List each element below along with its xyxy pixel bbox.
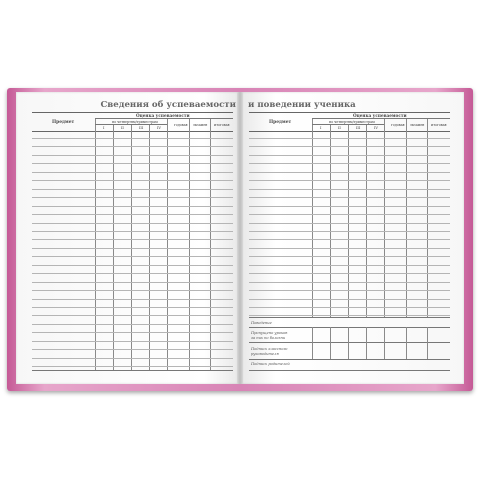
- period-header: по четвертям/триместрам: [329, 120, 375, 124]
- grades-table-left: [32, 112, 233, 370]
- footer-line: [249, 327, 450, 328]
- row-line: [249, 239, 450, 240]
- grades-table-right: [249, 112, 450, 370]
- book-spine: [237, 92, 243, 384]
- row-line: [32, 366, 233, 367]
- row-line: [32, 197, 233, 198]
- quarter-1: I: [320, 126, 322, 130]
- table-bottom-line: [32, 370, 233, 371]
- row-line: [32, 273, 233, 274]
- footer-line: [249, 342, 450, 343]
- column-divider: [312, 118, 313, 317]
- quarter-2: II: [338, 126, 341, 130]
- row-line: [32, 239, 233, 240]
- row-line: [32, 223, 233, 224]
- row-line: [32, 163, 233, 164]
- quarter-4: IV: [157, 126, 162, 130]
- row-line: [249, 290, 450, 291]
- row-line: [32, 248, 233, 249]
- quarter-3: III: [356, 126, 361, 130]
- final-header: итоговая: [214, 123, 230, 127]
- column-divider: [427, 118, 428, 317]
- row-line: [249, 299, 450, 300]
- row-line: [249, 273, 450, 274]
- row-line: [249, 172, 450, 173]
- behavior-label: Поведение: [251, 321, 272, 325]
- quarter-3: III: [139, 126, 144, 130]
- row-line: [32, 290, 233, 291]
- row-line: [249, 180, 450, 181]
- quarter-2: II: [121, 126, 124, 130]
- row-line: [249, 248, 450, 249]
- grades-header: Оценка успеваемости: [353, 113, 407, 118]
- yearly-header: годовая: [391, 123, 405, 127]
- final-header: итоговая: [431, 123, 447, 127]
- quarter-1: I: [103, 126, 105, 130]
- row-line: [32, 324, 233, 325]
- column-divider: [330, 124, 331, 317]
- column-divider: [348, 124, 349, 317]
- missed-lessons-label-2: за них по болезни: [251, 336, 286, 340]
- parents-sign-label: Подпись родителей: [251, 362, 290, 366]
- header-divider: [95, 118, 233, 119]
- row-line: [32, 256, 233, 257]
- subject-header: Предмет: [52, 120, 75, 125]
- row-line: [32, 315, 233, 316]
- column-divider: [384, 118, 385, 317]
- row-line: [32, 189, 233, 190]
- grades-header: Оценка успеваемости: [136, 113, 190, 118]
- column-divider: [366, 124, 367, 317]
- period-header: по четвертям/триместрам: [112, 120, 158, 124]
- row-line: [32, 307, 233, 308]
- row-line: [249, 256, 450, 257]
- row-line: [249, 307, 450, 308]
- subject-header: Предмет: [269, 120, 292, 125]
- row-line: [249, 231, 450, 232]
- row-line: [32, 341, 233, 342]
- row-line: [249, 265, 450, 266]
- title-left-part: Сведения об успеваемости: [100, 100, 236, 110]
- footer-line: [249, 359, 450, 360]
- row-line: [32, 231, 233, 232]
- row-line: [249, 214, 450, 215]
- row-line: [32, 332, 233, 333]
- footer-column-divider: [427, 327, 428, 359]
- row-line: [32, 299, 233, 300]
- title-right-part: и поведении ученика: [248, 100, 356, 110]
- row-line: [32, 358, 233, 359]
- footer-column-divider: [312, 327, 313, 359]
- column-divider: [406, 118, 407, 317]
- header-divider: [312, 118, 450, 119]
- row-line: [249, 146, 450, 147]
- footer-line: [249, 317, 450, 318]
- row-line: [32, 349, 233, 350]
- exam-header: экзамен: [410, 123, 425, 127]
- footer-line: [249, 370, 450, 371]
- row-line: [32, 265, 233, 266]
- row-line: [249, 282, 450, 283]
- header-divider: [95, 124, 167, 125]
- row-line: [32, 172, 233, 173]
- footer-column-divider: [330, 327, 331, 359]
- row-line: [249, 197, 450, 198]
- row-line: [32, 138, 233, 139]
- row-line: [249, 138, 450, 139]
- footer-column-divider: [348, 327, 349, 359]
- row-line: [32, 214, 233, 215]
- row-line: [249, 155, 450, 156]
- footer-column-divider: [406, 327, 407, 359]
- teacher-sign-label-2: руководителя: [251, 352, 279, 356]
- missed-lessons-label-1: Пропущено уроков: [251, 331, 288, 335]
- yearly-header: годовая: [174, 123, 188, 127]
- row-line: [32, 180, 233, 181]
- row-line: [249, 163, 450, 164]
- row-line: [249, 223, 450, 224]
- teacher-sign-label-1: Подпись классного: [251, 347, 288, 351]
- row-line: [32, 155, 233, 156]
- row-line: [249, 206, 450, 207]
- header-divider: [312, 124, 384, 125]
- row-line: [32, 206, 233, 207]
- row-line: [249, 189, 450, 190]
- exam-header: экзамен: [193, 123, 208, 127]
- footer-column-divider: [366, 327, 367, 359]
- quarter-4: IV: [374, 126, 379, 130]
- footer-column-divider: [384, 327, 385, 359]
- row-line: [32, 146, 233, 147]
- row-line: [32, 282, 233, 283]
